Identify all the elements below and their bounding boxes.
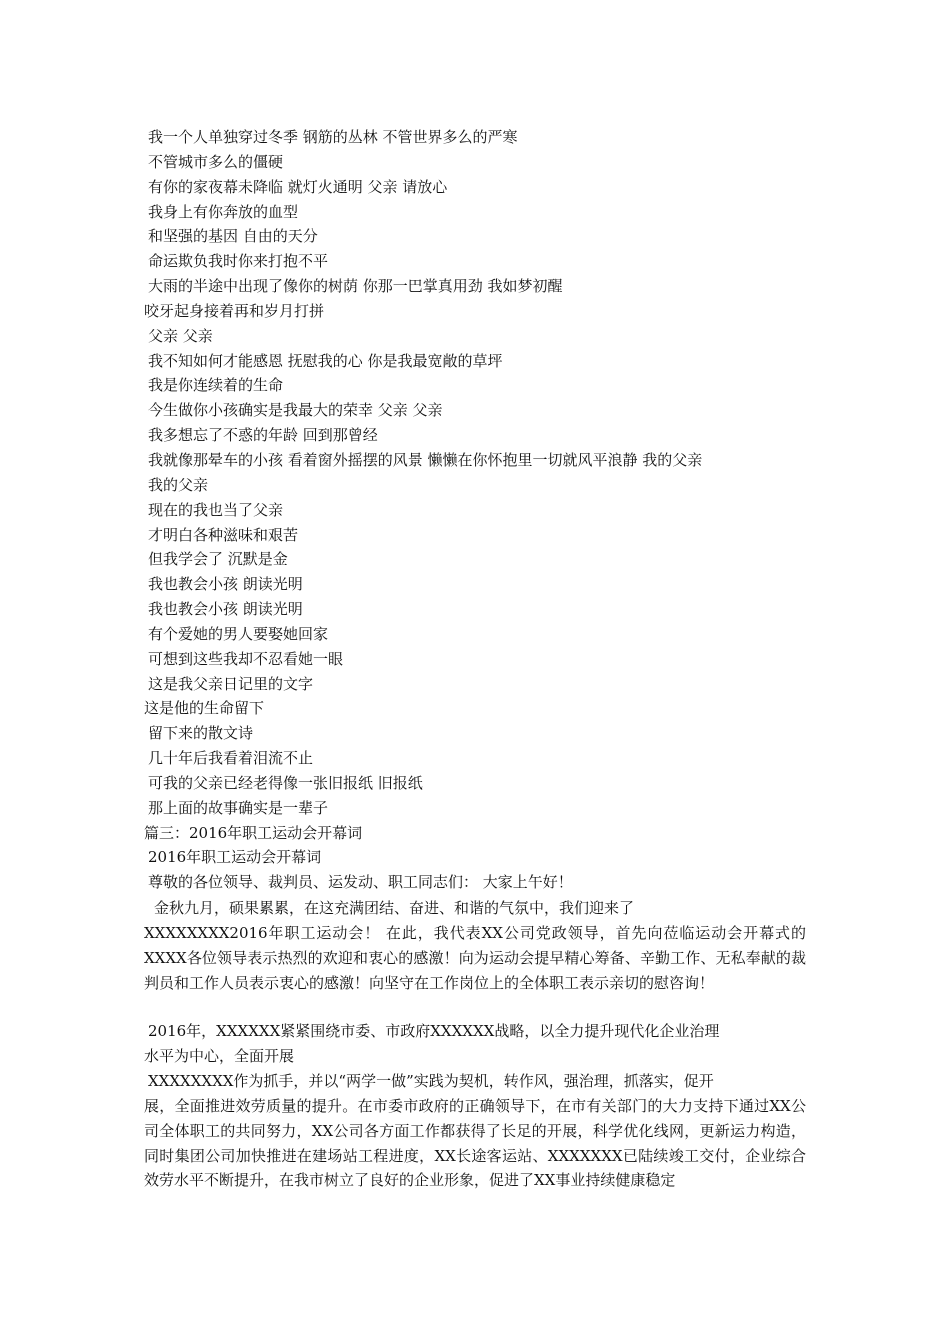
lyrics-block — [144, 125, 814, 895]
text-line: 大雨的半途中出现了像你的树荫 你那一巴掌真用劲 我如梦初醒 — [148, 277, 563, 296]
paragraph-body: XXXXXXXX2016年职工运动会！ 在此，我代表XX公司党政领导，首先向莅临运动会开幕式的XXXX各位领导表示热烈的欢迎和衷心的感激！向为运动会提早精心筹备、辛勤工作、无私奉献的裁判员和工作人员表示衷心的感激！向坚守在工作岗位上的全体职工表示亲切的慰咨询！ — [144, 923, 806, 992]
text-line: 我也教会小孩 朗读光明 — [148, 575, 303, 594]
text-line: 我是你连续着的生命 — [148, 376, 284, 395]
text-line: 我的父亲 — [148, 475, 209, 494]
text-line: 咬牙起身接着再和岁月打拼 — [144, 301, 325, 320]
paragraph-first-line: 金秋九月，硕果累累，在这充满团结、奋进、和谐的气氛中，我们迎来了 — [154, 899, 635, 917]
text-line: 这是我父亲日记里的文字 — [148, 674, 314, 693]
speech-paragraph-1 — [144, 896, 806, 995]
text-line: 这是他的生命留下 — [144, 699, 265, 718]
text-line: 我多想忘了不惑的年龄 回到那曾经 — [148, 426, 378, 445]
text-line: 命运欺负我时你来打抱不平 — [148, 252, 329, 271]
text-line: 今生做你小孩确实是我最大的荣幸 父亲 父亲 — [148, 401, 443, 420]
text-line: 尊敬的各位领导、裁判员、运发动、职工同志们： 大家上午好！ — [148, 873, 573, 892]
text-line: 有个爱她的男人要娶她回家 — [148, 624, 329, 643]
text-line: 我不知如何才能感恩 抚慰我的心 你是我最宽敞的草坪 — [148, 351, 503, 370]
text-line: 有你的家夜幕未降临 就灯火通明 父亲 请放心 — [148, 177, 448, 196]
paragraph-first-line: 2016年，XXXXXX紧紧围绕市委、市政府XXXXXX战略，以全力提升现代化企业治理 — [148, 1022, 720, 1040]
text-line: 我就像那晕车的小孩 看着窗外摇摆的风景 懒懒在你怀抱里一切就风平浪静 我的父亲 — [148, 450, 703, 469]
speech-paragraph-2 — [144, 1019, 806, 1069]
text-line: 篇三：2016年职工运动会开幕词 — [144, 823, 363, 842]
paragraph-body: 展，全面推进效劳质量的提升。在市委市政府的正确领导下，在市有关部门的大力支持下通过XX公司全体职工的共同努力，XX公司各方面工作都获得了长足的开展，科学优化线网，更新运力构造，同时集团公司加快推进在建场站工程进度，XX长途客运站、XXXXXXX已陆续竣工交付，企业综合效劳水平不断提升，在我市树立了良好的企业形象，促进了XX事业持续健康稳定 — [144, 1096, 806, 1190]
paragraph-first-line: XXXXXXXX作为抓手，并以“两学一做”实践为契机，转作风，强治理，抓落实，促开 — [148, 1072, 714, 1090]
text-line: 可我的父亲已经老得像一张旧报纸 旧报纸 — [148, 773, 423, 792]
text-line: 2016年职工运动会开幕词 — [148, 848, 322, 867]
text-line: 我身上有你奔放的血型 — [148, 202, 299, 221]
text-line: 我也教会小孩 朗读光明 — [148, 600, 303, 619]
text-line: 不管城市多么的僵硬 — [148, 152, 284, 171]
speech-paragraph-3 — [144, 1069, 806, 1193]
text-line: 现在的我也当了父亲 — [148, 500, 284, 519]
text-line: 那上面的故事确实是一辈子 — [148, 798, 329, 817]
text-line: 但我学会了 沉默是金 — [148, 550, 288, 569]
text-line: 我一个人单独穿过冬季 钢筋的丛林 不管世界多么的严寒 — [148, 128, 518, 146]
text-line: 父亲 父亲 — [148, 326, 213, 345]
paragraph-body: 水平为中心，全面开展 — [144, 1046, 295, 1065]
text-line: 可想到这些我却不忍看她一眼 — [148, 649, 344, 668]
text-line: 和坚强的基因 自由的天分 — [148, 227, 318, 246]
text-line: 几十年后我看着泪流不止 — [148, 749, 314, 768]
text-line: 留下来的散文诗 — [148, 724, 254, 743]
text-line: 才明白各种滋味和艰苦 — [148, 525, 299, 544]
